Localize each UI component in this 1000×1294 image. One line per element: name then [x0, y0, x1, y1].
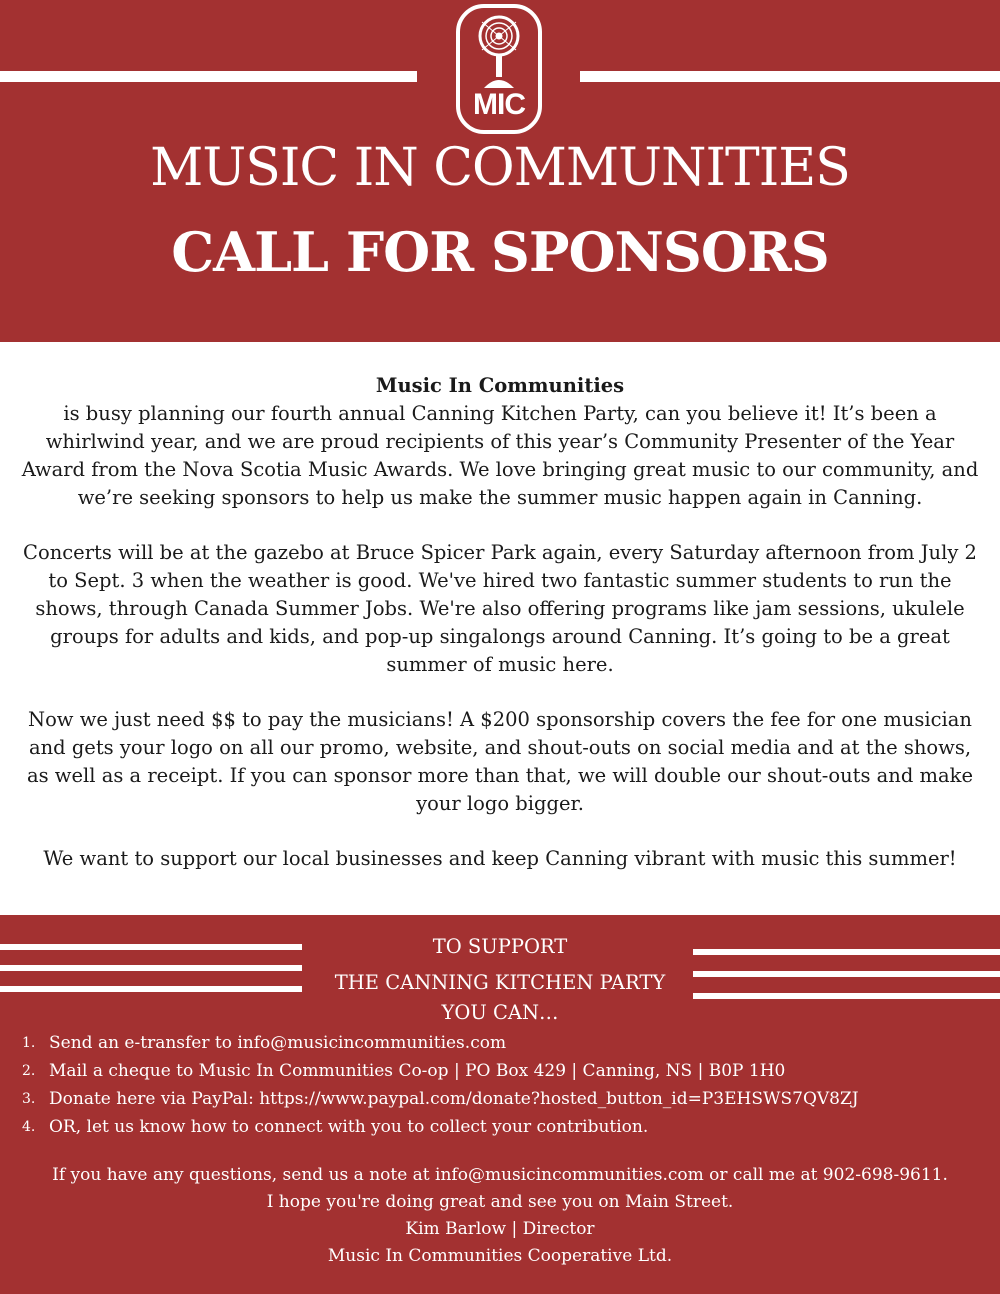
- step-text: Send an e-transfer to info@musicincommunities.com: [49, 1033, 507, 1053]
- step-text: OR, let us know how to connect with you to collect your contribution.: [49, 1117, 649, 1137]
- page-subtitle: CALL FOR SPONSORS: [171, 220, 829, 284]
- footer-rule-right-3: [693, 993, 1000, 999]
- page-title: MUSIC IN COMMUNITIES: [150, 138, 850, 198]
- contact-line: If you have any questions, send us a note at info@musicincommunities.com or call me at 902-698-9611.: [52, 1165, 948, 1185]
- step-number: 2.: [22, 1063, 36, 1079]
- header-banner: [0, 0, 1000, 342]
- footer-banner: [0, 915, 1000, 1294]
- step-text: Mail a cheque to Music In Communities Co-op | PO Box 429 | Canning, NS | B0P 1H0: [49, 1061, 786, 1081]
- list-item: [22, 1113, 859, 1141]
- header-rule-right: [580, 71, 1000, 82]
- organization-line: Music In Communities Cooperative Ltd.: [327, 1246, 673, 1266]
- step-number: 1.: [22, 1035, 36, 1051]
- list-item: [22, 1085, 859, 1113]
- intro-text: is busy planning our fourth annual Canning Kitchen Party, can you believe it! It’s been a whirlwind year, and we are proud recipients of this year’s Community Presenter of the Year Award from the Nova Scotia Music Awards. We love bringing great music to our community, and we’re seeking sponsors to help us make the summer music happen again in Canning.: [21, 402, 979, 509]
- support-heading-3: YOU CAN…: [441, 1001, 559, 1024]
- closing-block: [0, 1162, 1000, 1270]
- list-item: [22, 1029, 859, 1057]
- footer-rule-left-2: [0, 965, 302, 971]
- org-name: Music In Communities: [375, 374, 625, 397]
- footer-rule-right-2: [693, 971, 1000, 977]
- support-heading-1: TO SUPPORT: [432, 935, 568, 958]
- step-number: 3.: [22, 1091, 36, 1107]
- footer-rule-left-1: [0, 944, 302, 950]
- intro-paragraph: [20, 372, 980, 512]
- header-rule-left: [0, 71, 417, 82]
- logo-text: MIC: [473, 88, 525, 121]
- concerts-paragraph: Concerts will be at the gazebo at Bruce Spicer Park again, every Saturday afternoon from July 2 to Sept. 3 when the weather is good. We've hired two fantastic summer students to run the shows, through Canada Summer Jobs. We're also offering programs like jam sessions, ukulele groups for adults and kids, and pop-up singalongs around Canning. It’s going to be a great summer of music here.: [23, 541, 977, 676]
- support-heading-2: THE CANNING KITCHEN PARTY: [334, 971, 666, 994]
- support-steps-list: [22, 1029, 859, 1141]
- signatory-line: Kim Barlow | Director: [405, 1219, 595, 1239]
- step-number: 4.: [22, 1119, 36, 1135]
- list-item: [22, 1057, 859, 1085]
- main-content: [20, 372, 980, 900]
- sponsorship-paragraph: Now we just need $$ to pay the musicians! A $200 sponsorship covers the fee for one musician and gets your logo on all our promo, website, and shout-outs on social media and at the shows, as well as a receipt. If you can sponsor more than that, we will double our shout-outs and make your logo bigger.: [26, 708, 974, 815]
- footer-rule-left-3: [0, 986, 302, 992]
- sign-off-line: I hope you're doing great and see you on Main Street.: [266, 1192, 734, 1212]
- support-local-paragraph: We want to support our local businesses and keep Canning vibrant with music this summer!: [43, 847, 957, 870]
- footer-rule-right-1: [693, 949, 1000, 955]
- mic-logo: [456, 4, 542, 134]
- step-text: Donate here via PayPal: https://www.paypal.com/donate?hosted_button_id=P3EHSWS7QV8ZJ: [49, 1089, 859, 1109]
